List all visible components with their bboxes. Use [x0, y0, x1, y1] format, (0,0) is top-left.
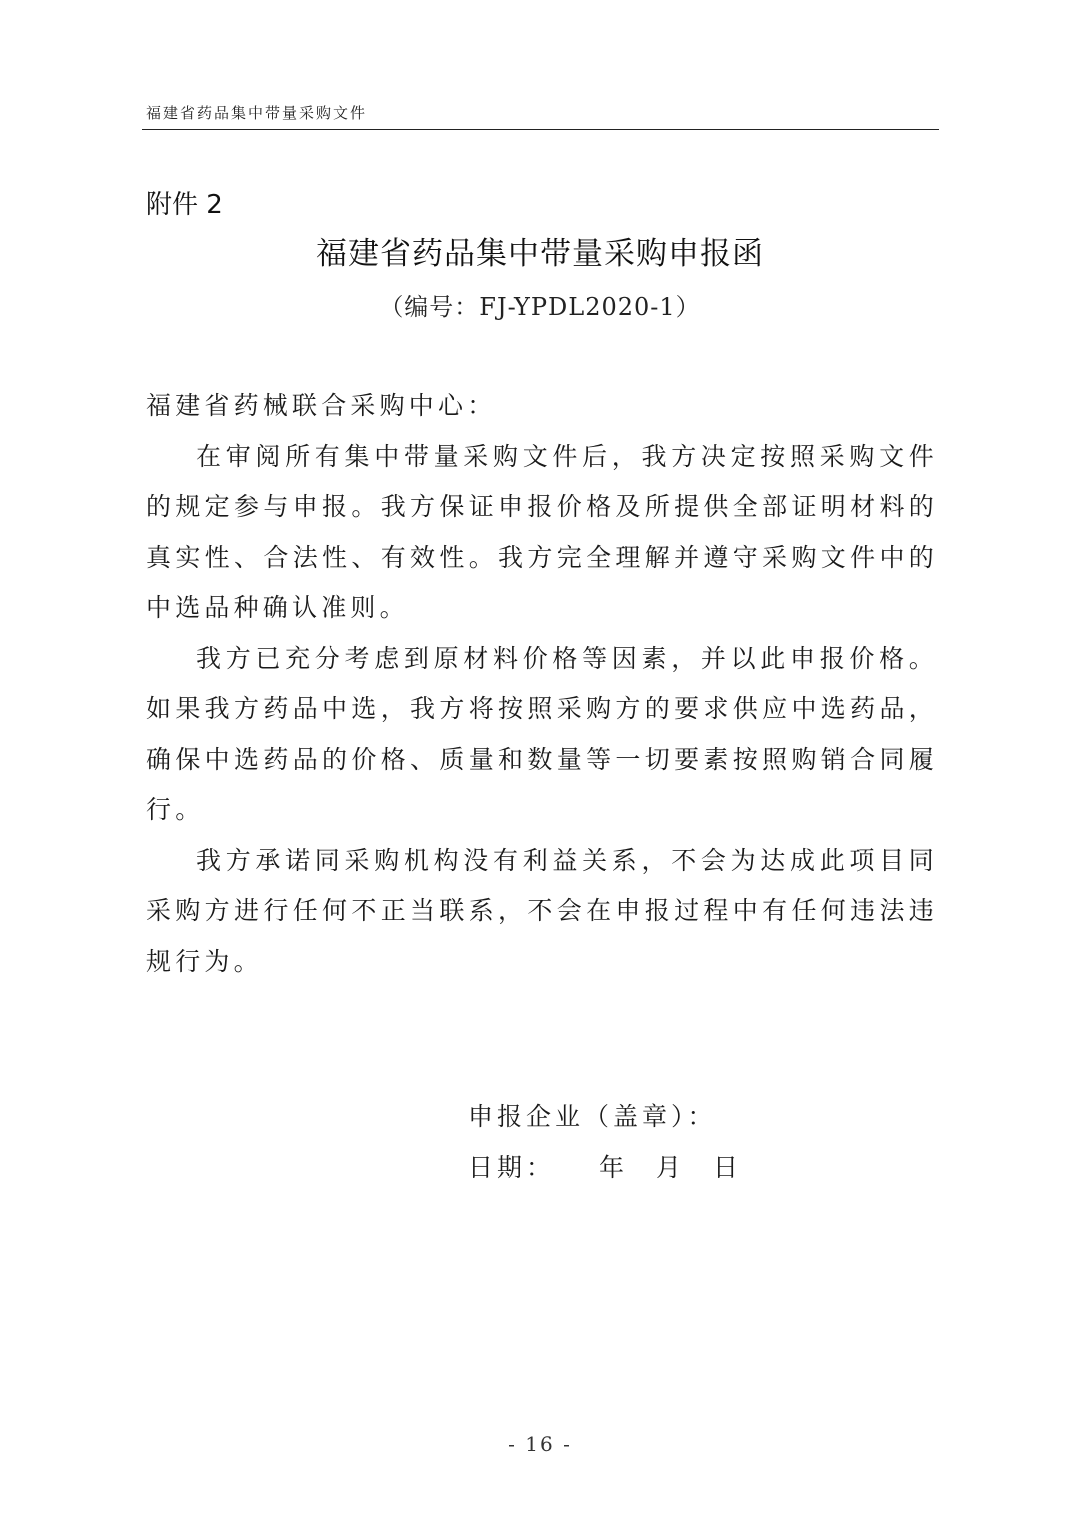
company-seal-label: 申报企业（盖章）： [468, 1102, 717, 1131]
header-rule [142, 129, 939, 130]
day-label: 日 [713, 1153, 743, 1182]
page-number: - 16 - [508, 1432, 572, 1456]
date-line [468, 1148, 742, 1184]
paragraph: 我方承诺同采购机构没有利益关系，不会为达成此项目同采购方进行任何不正当联系，不会在申报过程中有任何违法违规行为。 [146, 845, 938, 976]
date-label: 日期： [468, 1153, 556, 1182]
document-title: 福建省药品集中带量采购申报函 [316, 236, 764, 272]
document-code: （编号：FJ-YPDL2020-1） [379, 293, 701, 321]
running-header: 福建省药品集中带量采购文件 [146, 104, 368, 122]
paragraph: 我方已充分考虑到原材料价格等因素，并以此申报价格。如果我方药品中选，我方将按照采购方的要求供应中选药品，确保中选药品的价格、质量和数量等一切要素按照购销合同履行。 [146, 643, 938, 824]
month-label: 月 [656, 1153, 686, 1182]
letter-body [146, 381, 938, 987]
attachment-label: 附件 2 [146, 190, 223, 220]
year-label: 年 [599, 1153, 629, 1182]
salutation: 福建省药械联合采购中心： [146, 391, 497, 420]
paragraph: 在审阅所有集中带量采购文件后，我方决定按照采购文件的规定参与申报。我方保证申报价格及所提供全部证明材料的真实性、合法性、有效性。我方完全理解并遵守采购文件中的中选品种确认准则。 [146, 441, 938, 622]
